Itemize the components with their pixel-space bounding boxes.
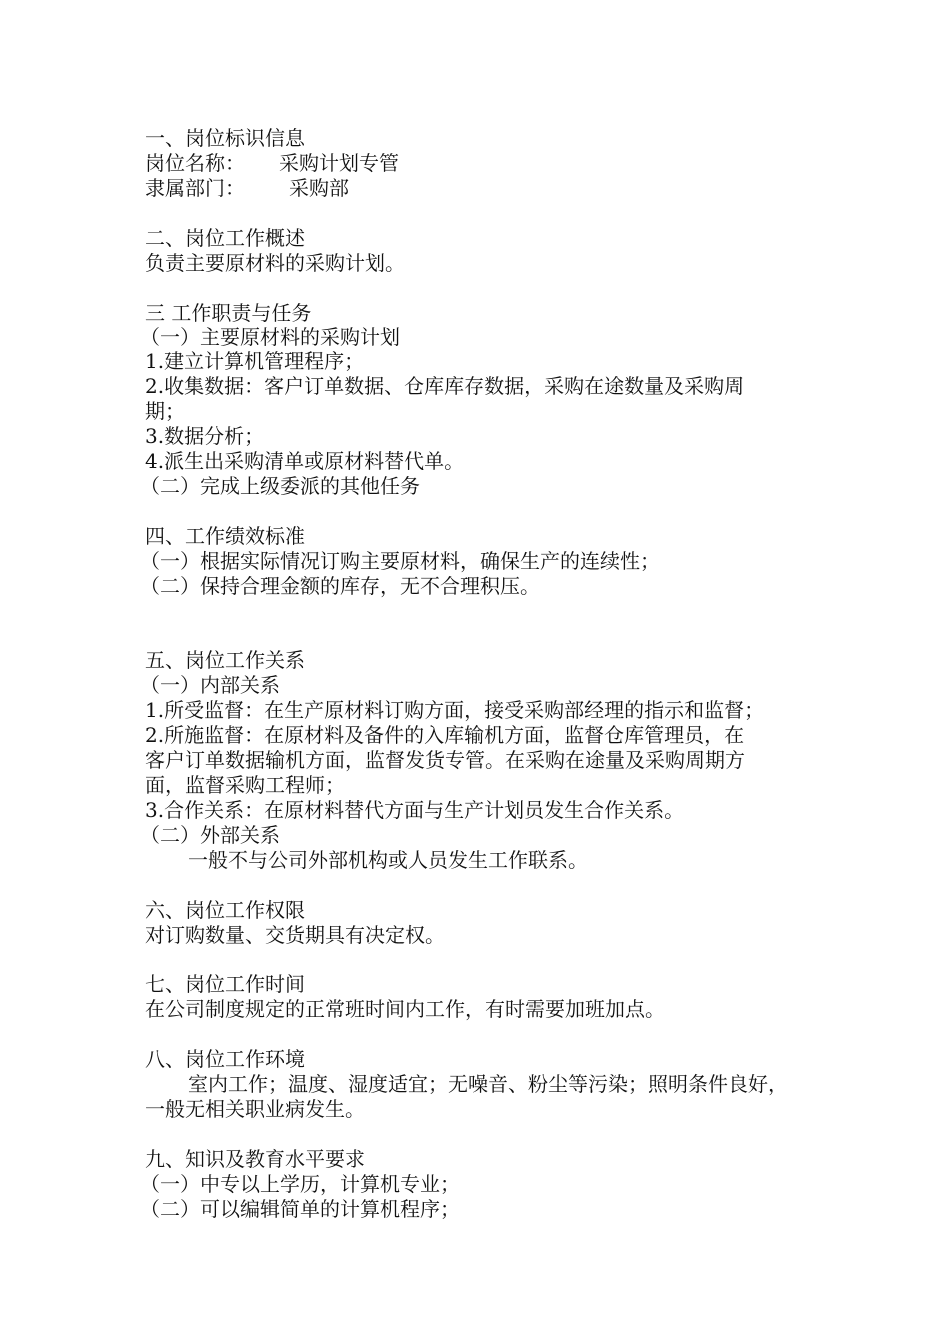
section-8-text-b: 一般无相关职业病发生。 [145,1097,365,1121]
section-4-item2: （二）保持合理金额的库存，无不合理积压。 [140,574,540,598]
section-2-text: 负责主要原材料的采购计划。 [145,251,405,275]
section-5-item2a: 2.所施监督：在原材料及备件的入库输机方面，监督仓库管理员，在 [145,723,745,747]
section-3-title: 三 工作职责与任务 [145,301,312,325]
position-name-row [145,151,399,175]
position-name-value: 采购计划专管 [279,151,399,175]
section-5-item2c: 面，监督采购工程师； [145,773,345,797]
section-3-item4: 4.派生出采购清单或原材料替代单。 [145,449,465,473]
section-3-item3: 3.数据分析； [145,424,265,448]
section-3-sub1: （一）主要原材料的采购计划 [140,325,400,349]
department-value: 采购部 [289,176,349,200]
section-3-item2b: 期； [145,399,185,423]
section-4-item1: （一）根据实际情况订购主要原材料，确保生产的连续性； [140,549,660,573]
section-5-item3: 3.合作关系：在原材料替代方面与生产计划员发生合作关系。 [145,798,685,822]
section-3-item2a: 2.收集数据：客户订单数据、仓库库存数据，采购在途数量及采购周 [145,374,745,398]
section-8-title: 八、岗位工作环境 [145,1047,305,1071]
department-row [145,176,349,200]
section-6-text: 对订购数量、交货期具有决定权。 [145,923,445,947]
section-5-title: 五、岗位工作关系 [145,648,305,672]
section-5-sub1: （一）内部关系 [140,673,280,697]
section-4-title: 四、工作绩效标准 [145,524,305,548]
position-name-label: 岗位名称： [145,151,245,175]
department-label: 隶属部门： [145,176,245,200]
section-7-title: 七、岗位工作时间 [145,972,305,996]
section-8-text-a: 室内工作；温度、湿度适宜；无噪音、粉尘等污染；照明条件良好， [188,1072,788,1096]
section-9-item2: （二）可以编辑简单的计算机程序； [140,1197,460,1221]
section-9-item1: （一）中专以上学历，计算机专业； [140,1172,460,1196]
section-6-title: 六、岗位工作权限 [145,898,305,922]
section-5-item2b: 客户订单数据输机方面，监督发货专管。在采购在途量及采购周期方 [145,748,745,772]
section-7-text: 在公司制度规定的正常班时间内工作，有时需要加班加点。 [145,997,665,1021]
section-5-sub2: （二）外部关系 [140,823,280,847]
section-3-item1: 1.建立计算机管理程序； [145,349,365,373]
section-1-title: 一、岗位标识信息 [145,126,305,150]
section-5-item1: 1.所受监督：在生产原材料订购方面，接受采购部经理的指示和监督； [145,698,765,722]
section-9-title: 九、知识及教育水平要求 [145,1147,365,1171]
section-5-external-text: 一般不与公司外部机构或人员发生工作联系。 [188,848,588,872]
section-2-title: 二、岗位工作概述 [145,226,305,250]
section-3-sub2: （二）完成上级委派的其他任务 [140,474,420,498]
